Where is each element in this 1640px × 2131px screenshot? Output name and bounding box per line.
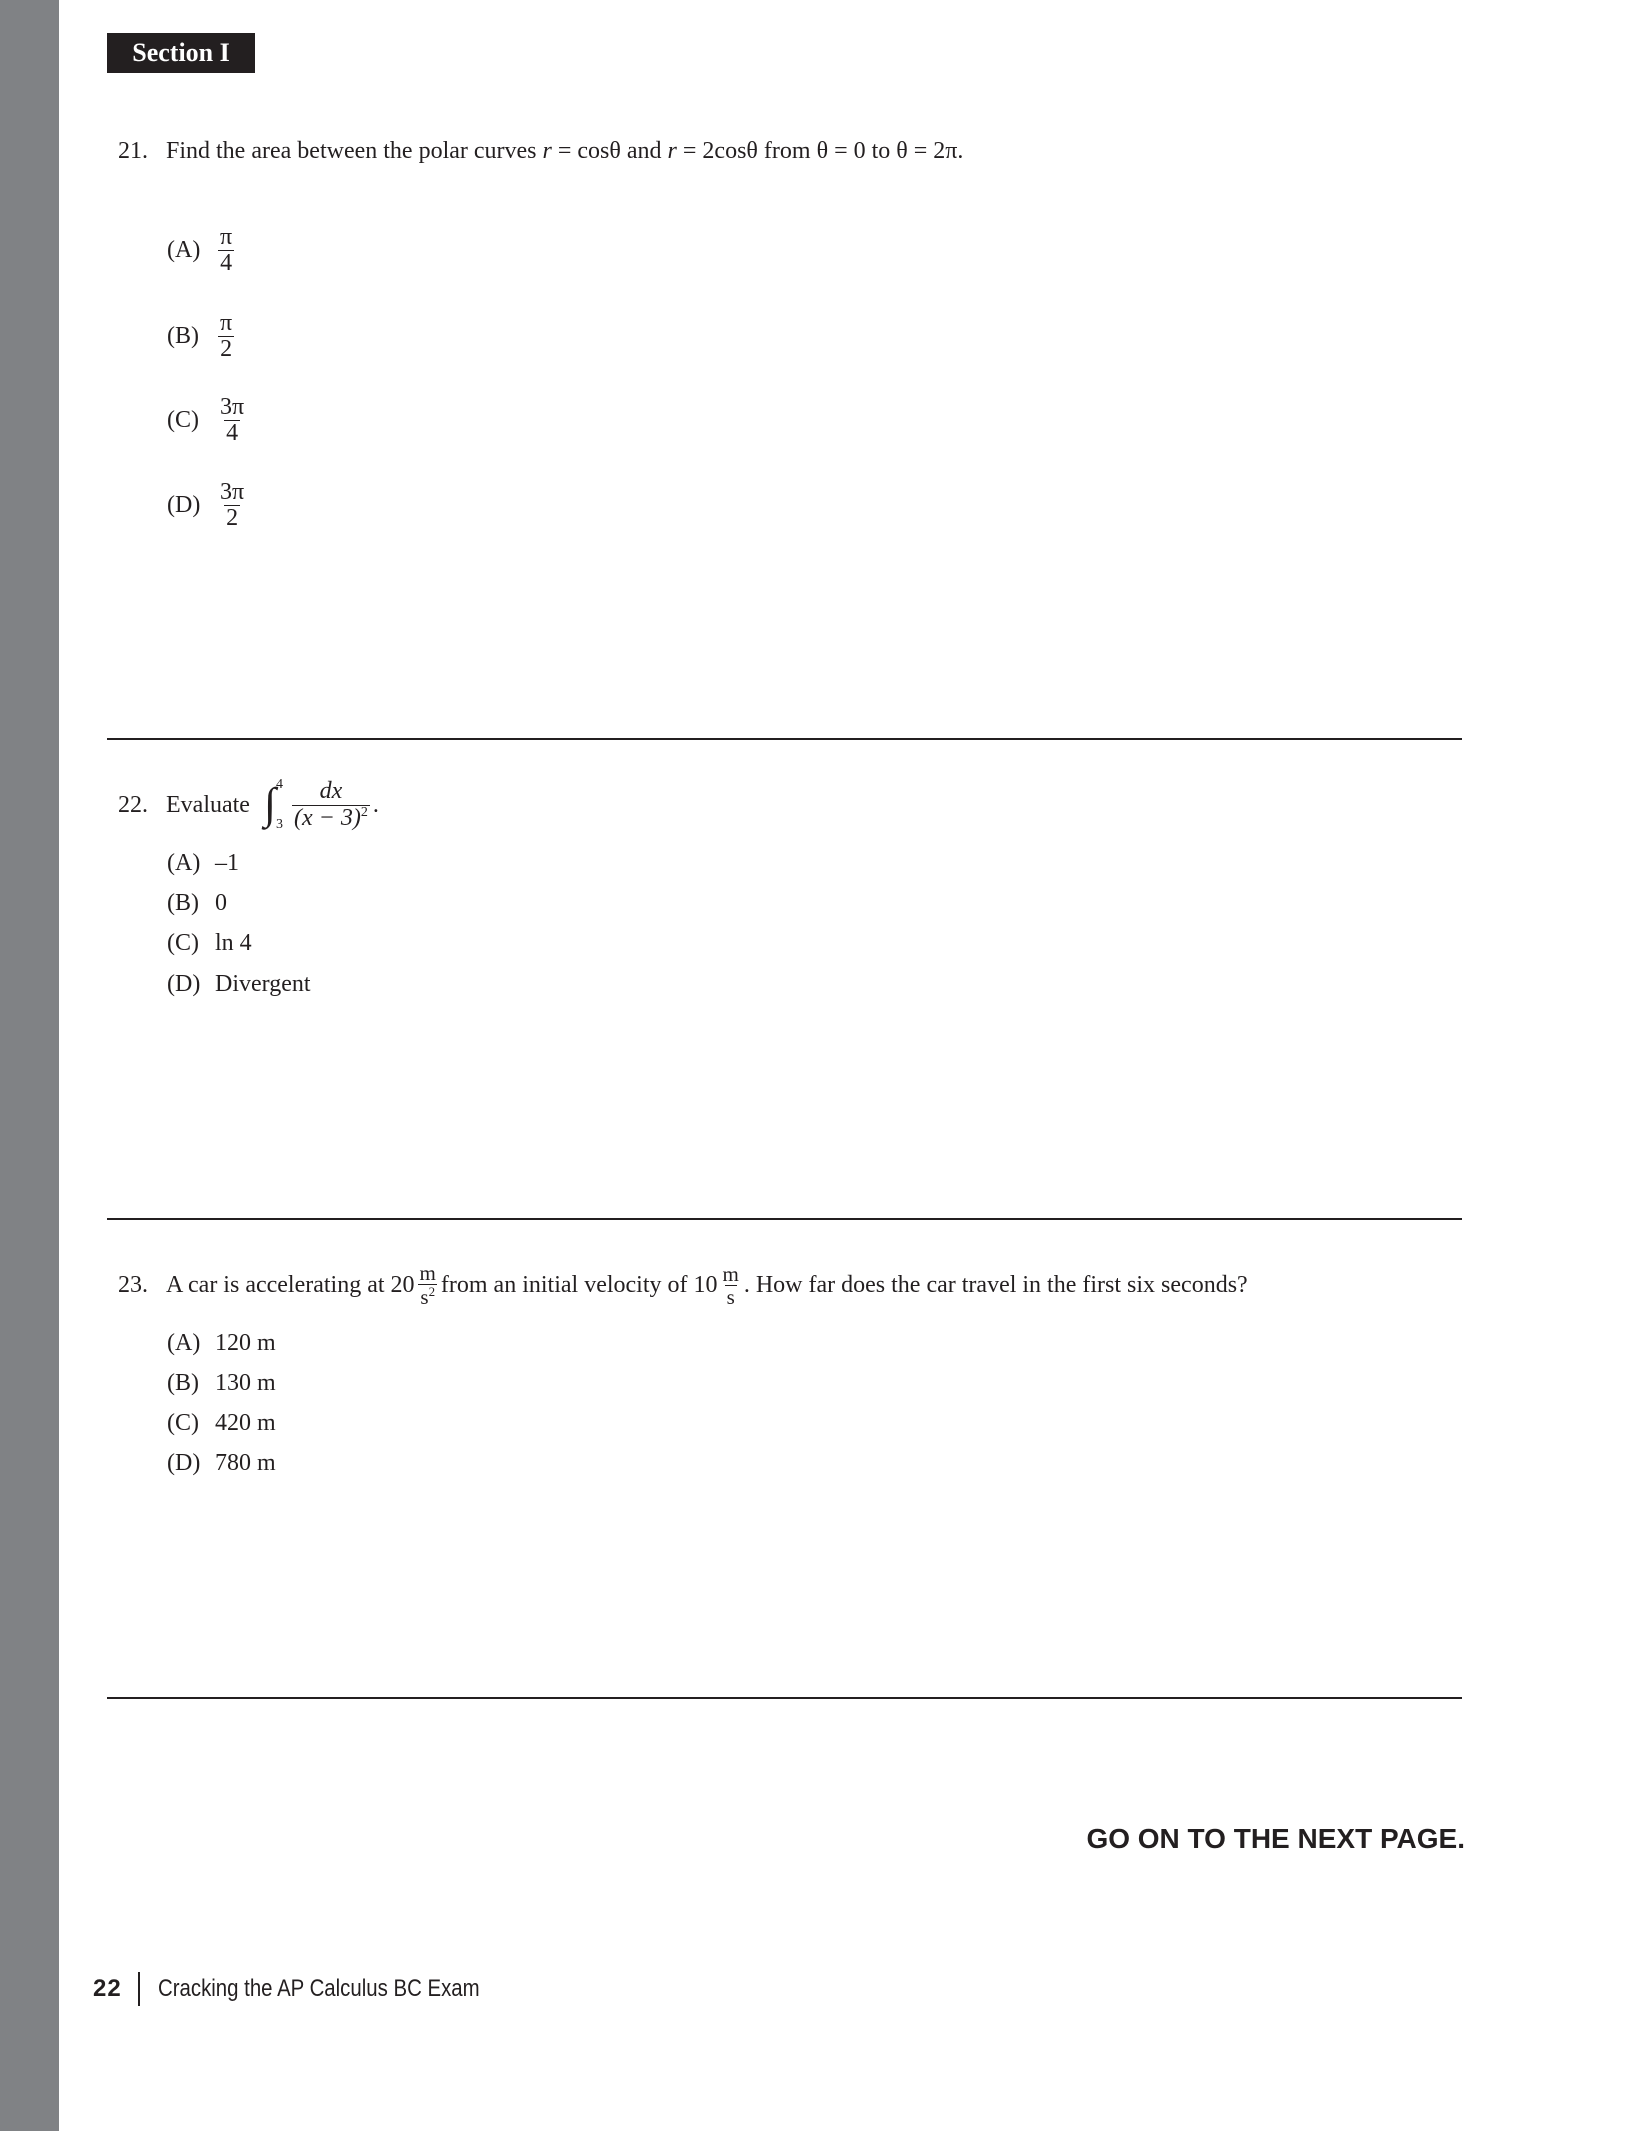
section-label: Section I xyxy=(107,33,255,73)
page-number: 22 xyxy=(93,1975,122,2002)
fraction: $\frac{3\pi}{4}$ xyxy=(220,394,245,447)
choice-letter: (A) xyxy=(167,850,201,876)
question-text: A car is accelerating at 20 xyxy=(166,1271,415,1298)
choice-text: 420 m xyxy=(215,1410,276,1436)
question-text: Evaluate xyxy=(166,791,250,818)
divider xyxy=(107,738,1462,740)
question-23 xyxy=(118,1262,1248,1308)
choice-text: 120 m xyxy=(215,1330,276,1356)
footer-separator xyxy=(138,1972,140,2006)
choice-23-b[interactable] xyxy=(167,1370,276,1397)
question-text: from an initial velocity of 10 xyxy=(440,1271,718,1298)
choice-letter: (A) xyxy=(167,237,201,264)
choice-23-a[interactable] xyxy=(167,1330,276,1357)
choice-text: ln 4 xyxy=(215,930,252,956)
page-footer xyxy=(93,1972,536,2006)
choice-21-a[interactable] xyxy=(167,225,237,276)
go-on-notice: GO ON TO THE NEXT PAGE. xyxy=(1086,1823,1465,1854)
divider xyxy=(107,1218,1462,1220)
choice-letter: (C) xyxy=(167,407,199,434)
unit-fraction: $\frac{m}{s^2}$ xyxy=(419,1261,436,1310)
choice-23-c[interactable] xyxy=(167,1410,276,1437)
choice-text: 780 m xyxy=(215,1450,276,1476)
choice-23-d[interactable] xyxy=(167,1450,276,1477)
choice-letter: (D) xyxy=(167,971,201,997)
question-22 xyxy=(118,777,379,833)
choice-22-b[interactable] xyxy=(167,890,227,917)
choice-letter: (C) xyxy=(167,930,199,956)
question-number: 23. xyxy=(118,1271,148,1298)
choice-letter: (D) xyxy=(167,492,201,519)
question-text: . How far does the car travel in the first six seconds? xyxy=(743,1271,1248,1298)
choice-text: 130 m xyxy=(215,1370,276,1396)
question-number: 21. xyxy=(118,138,148,164)
integrand: $\frac{dx}{(x - 3)^2}$ xyxy=(294,778,368,831)
choice-21-c[interactable] xyxy=(167,395,249,446)
choice-22-a[interactable] xyxy=(167,850,239,877)
question-text: Find the area between the polar curves r = cosθ and r = 2cosθ from θ = 0 to θ = 2π. xyxy=(166,138,964,164)
period: . xyxy=(372,791,379,818)
choice-letter: (A) xyxy=(167,1330,201,1356)
book-title: Cracking the AP Calculus BC Exam xyxy=(157,1975,480,2002)
choice-22-c[interactable] xyxy=(167,930,252,957)
integral-limits: 4 3 xyxy=(276,777,284,832)
question-21 xyxy=(118,138,963,165)
choice-letter: (B) xyxy=(167,890,199,916)
choice-text: –1 xyxy=(215,850,239,876)
choice-21-d[interactable] xyxy=(167,480,249,531)
choice-21-b[interactable] xyxy=(167,311,237,362)
unit-fraction: $\frac{m}{s}$ xyxy=(722,1261,739,1309)
fraction: $\frac{3\pi}{2}$ xyxy=(220,479,245,532)
choice-letter: (D) xyxy=(167,1450,201,1476)
choice-letter: (B) xyxy=(167,323,199,350)
question-number: 22. xyxy=(118,791,148,818)
divider xyxy=(107,1697,1462,1699)
choice-letter: (B) xyxy=(167,1370,199,1396)
fraction: $\frac{\pi}{4}$ xyxy=(220,224,233,277)
choice-letter: (C) xyxy=(167,1410,199,1436)
page-margin-bar xyxy=(0,0,59,2131)
choice-text: 0 xyxy=(215,890,227,916)
fraction: $\frac{\pi}{2}$ xyxy=(220,310,233,363)
integral-sign: ∫ xyxy=(263,778,277,828)
choice-text: Divergent xyxy=(215,971,311,997)
choice-22-d[interactable] xyxy=(167,971,311,998)
